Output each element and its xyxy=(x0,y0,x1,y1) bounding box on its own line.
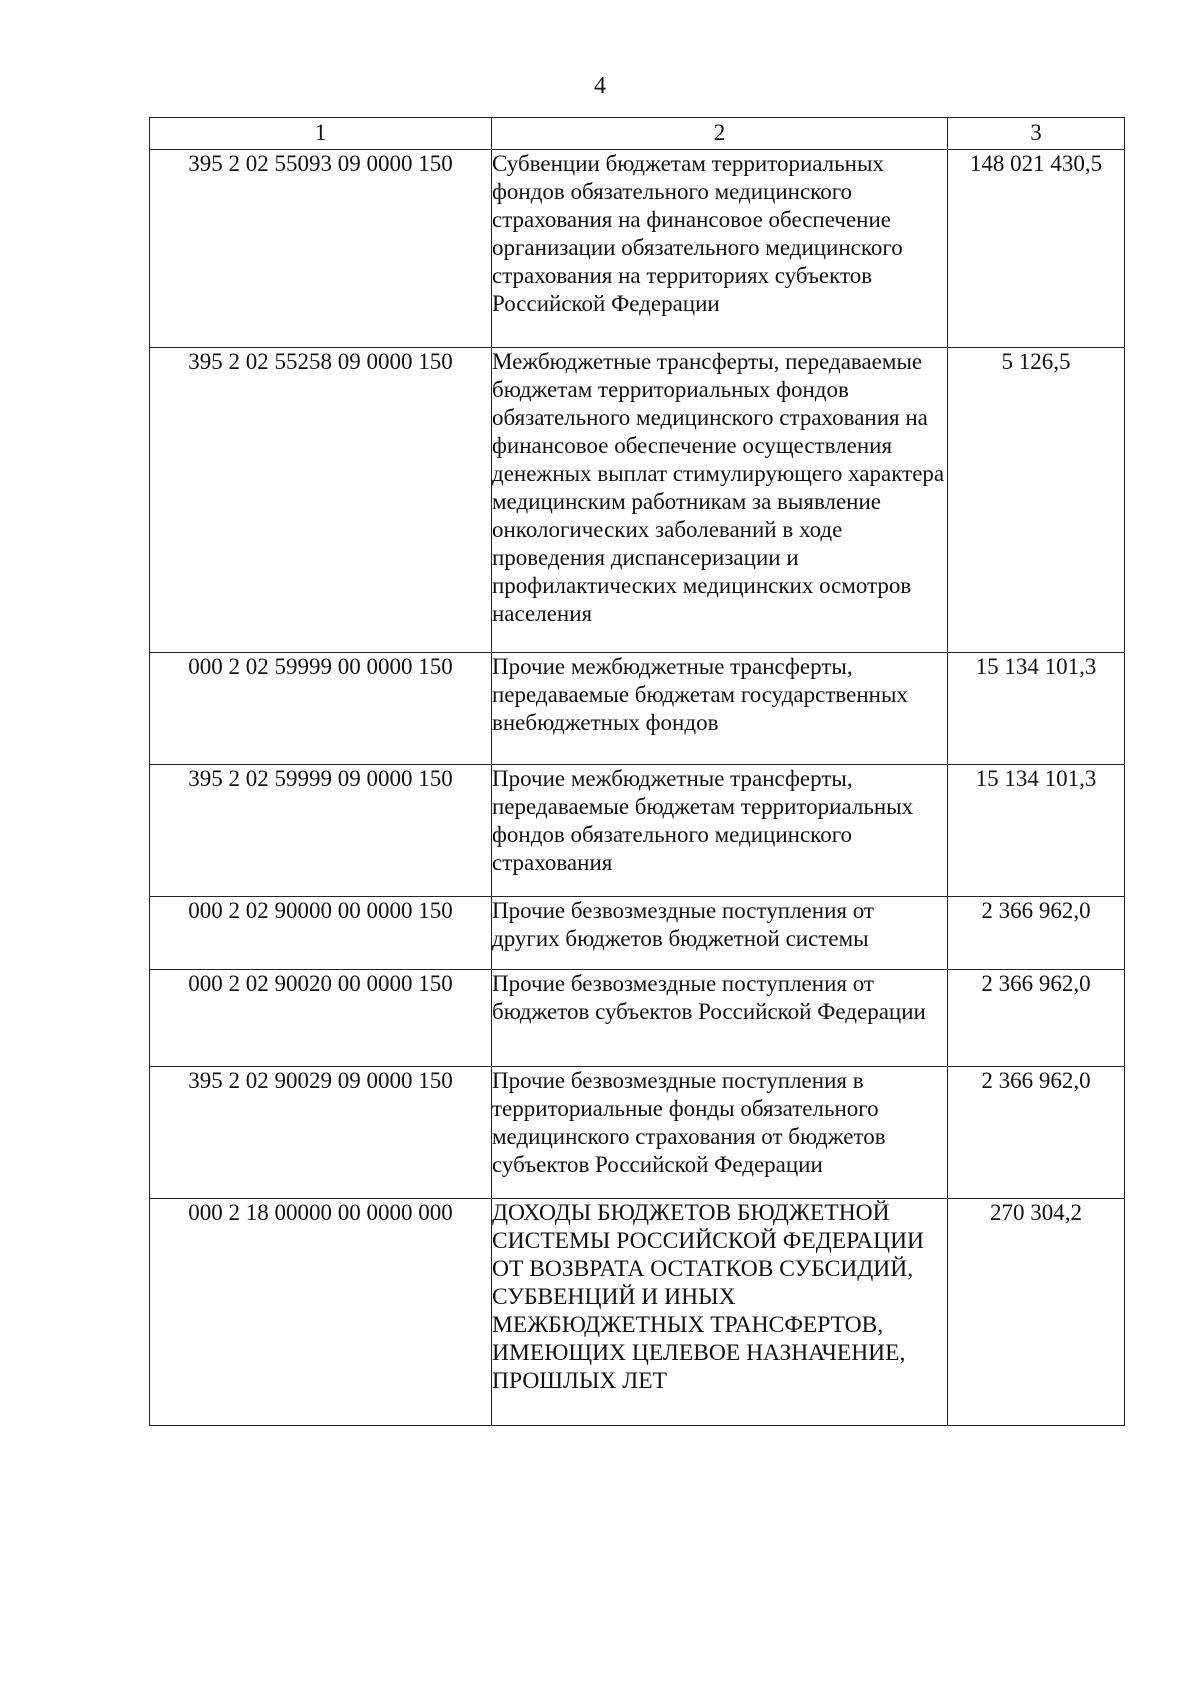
row-name: Прочие безвозмездные поступления от бюджетов субъектов Российской Федерации xyxy=(492,970,948,1067)
table-row xyxy=(150,765,1125,897)
row-name: Прочие безвозмездные поступления от других бюджетов бюджетной системы xyxy=(492,897,948,970)
row-code: 000 2 18 00000 00 0000 000 xyxy=(150,1199,492,1426)
row-name: Прочие безвозмездные поступления в территориальные фонды обязательного медицинского страхования от бюджетов субъектов Российской Федерации xyxy=(492,1067,948,1199)
row-code: 000 2 02 90000 00 0000 150 xyxy=(150,897,492,970)
row-code: 395 2 02 90029 09 0000 150 xyxy=(150,1067,492,1199)
table-row xyxy=(150,653,1125,765)
row-code: 000 2 02 90020 00 0000 150 xyxy=(150,970,492,1067)
row-amount: 15 134 101,3 xyxy=(948,653,1125,765)
column-header-code: 1 xyxy=(150,118,492,150)
row-amount: 15 134 101,3 xyxy=(948,765,1125,897)
row-code: 395 2 02 55093 09 0000 150 xyxy=(150,150,492,348)
table-row xyxy=(150,1199,1125,1426)
table-row xyxy=(150,897,1125,970)
row-code: 000 2 02 59999 00 0000 150 xyxy=(150,653,492,765)
row-amount: 270 304,2 xyxy=(948,1199,1125,1426)
page-number: 4 xyxy=(594,73,606,99)
row-name: Межбюджетные трансферты, передаваемые бюджетам территориальных фондов обязательного медицинского страхования на финансовое обеспечение осуществления денежных выплат стимулирующего характера медицинским работникам за выявление онкологических заболеваний в ходе проведения диспансеризации и профилактических медицинских осмотров населения xyxy=(492,348,948,653)
row-amount: 2 366 962,0 xyxy=(948,897,1125,970)
row-amount: 2 366 962,0 xyxy=(948,1067,1125,1199)
column-header-name: 2 xyxy=(492,118,948,150)
row-amount: 5 126,5 xyxy=(948,348,1125,653)
table-row xyxy=(150,348,1125,653)
row-name: Прочие межбюджетные трансферты, передаваемые бюджетам территориальных фондов обязательного медицинского страхования xyxy=(492,765,948,897)
row-name: ДОХОДЫ БЮДЖЕТОВ БЮДЖЕТНОЙ СИСТЕМЫ РОССИЙСКОЙ ФЕДЕРАЦИИ ОТ ВОЗВРАТА ОСТАТКОВ СУБСИДИЙ, СУБВЕНЦИЙ И ИНЫХ МЕЖБЮДЖЕТНЫХ ТРАНСФЕРТОВ, ИМЕЮЩИХ ЦЕЛЕВОЕ НАЗНАЧЕНИЕ, ПРОШЛЫХ ЛЕТ xyxy=(492,1199,948,1426)
table-row xyxy=(150,150,1125,348)
table-header-row xyxy=(150,118,1125,150)
row-amount: 148 021 430,5 xyxy=(948,150,1125,348)
row-name: Субвенции бюджетам территориальных фондов обязательного медицинского страхования на финансовое обеспечение организации обязательного медицинского страхования на территориях субъектов Российской Федерации xyxy=(492,150,948,348)
column-header-amount: 3 xyxy=(948,118,1125,150)
row-code: 395 2 02 55258 09 0000 150 xyxy=(150,348,492,653)
revenue-table xyxy=(149,117,1125,1426)
table-row xyxy=(150,1067,1125,1199)
row-amount: 2 366 962,0 xyxy=(948,970,1125,1067)
row-name: Прочие межбюджетные трансферты, передаваемые бюджетам государственных внебюджетных фондов xyxy=(492,653,948,765)
row-code: 395 2 02 59999 09 0000 150 xyxy=(150,765,492,897)
table-row xyxy=(150,970,1125,1067)
